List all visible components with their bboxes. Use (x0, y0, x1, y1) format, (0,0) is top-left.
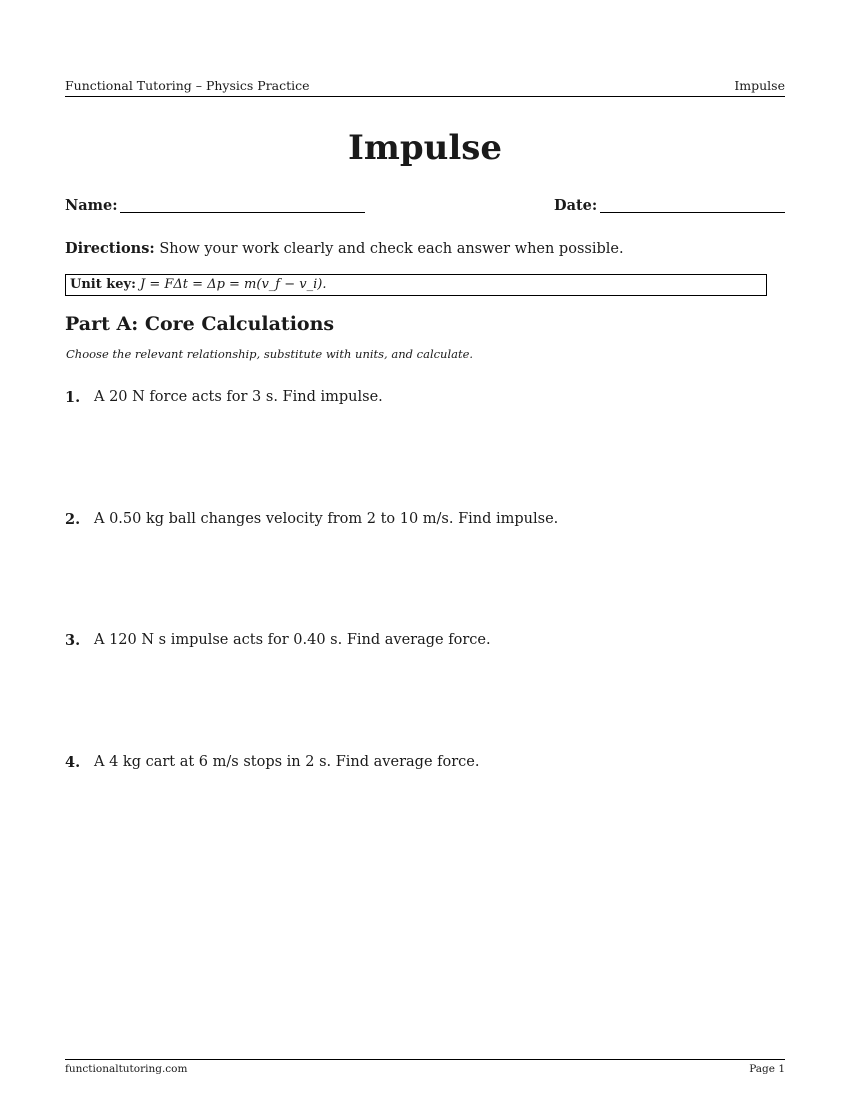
question-number: 1. (65, 389, 81, 406)
worksheet-page (65, 0, 785, 1100)
footer-page-number: Page 1 (749, 1063, 785, 1075)
unit-key-label: Unit key: (70, 277, 136, 292)
directions (65, 240, 624, 257)
name-label: Name: (65, 197, 118, 214)
footer-website: functionaltutoring.com (65, 1063, 188, 1075)
question-text: A 20 N force acts for 3 s. Find impulse. (94, 389, 383, 405)
header-right-text: Impulse (734, 78, 785, 93)
name-blank-line[interactable] (120, 212, 365, 213)
header-left-text: Functional Tutoring – Physics Practice (65, 78, 310, 93)
unit-key-box (65, 274, 767, 296)
name-field[interactable] (65, 197, 118, 214)
footer-divider (65, 1059, 785, 1060)
question-number: 3. (65, 632, 81, 649)
question-number: 2. (65, 511, 81, 528)
date-label: Date: (554, 197, 598, 214)
part-a-heading: Part A: Core Calculations (65, 313, 335, 335)
directions-label: Directions: (65, 240, 155, 257)
question-text: A 0.50 kg ball changes velocity from 2 to 10 m/s. Find impulse. (94, 511, 559, 527)
header-divider (65, 96, 785, 97)
directions-text: Show your work clearly and check each answer when possible. (159, 241, 624, 257)
date-field[interactable] (554, 197, 597, 214)
page-title: Impulse (347, 128, 503, 168)
question-number: 4. (65, 754, 81, 771)
question-text: A 4 kg cart at 6 m/s stops in 2 s. Find average force. (94, 754, 480, 770)
date-blank-line[interactable] (600, 212, 785, 213)
unit-key-formula: J = FΔt = Δp = m(v_f − v_i). (140, 277, 327, 292)
part-a-instructions: Choose the relevant relationship, substitute with units, and calculate. (66, 347, 474, 361)
question-text: A 120 N s impulse acts for 0.40 s. Find average force. (94, 632, 491, 648)
